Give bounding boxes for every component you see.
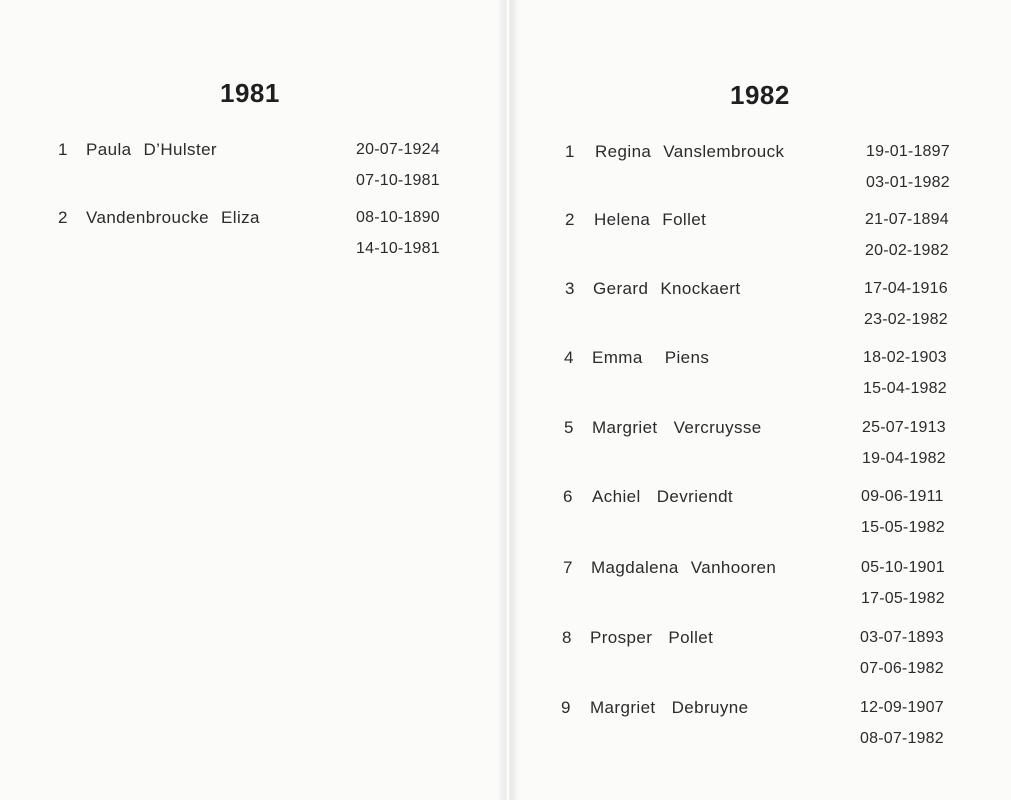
list-item (58, 134, 478, 196)
birth-date: 25-07-1913 (862, 419, 946, 436)
last-name: Eliza (221, 208, 260, 227)
first-name: Prosper (590, 628, 653, 647)
death-date: 07-06-1982 (860, 660, 944, 677)
entry-number: 2 (565, 210, 575, 229)
entry-name (595, 136, 784, 167)
death-date: 23-02-1982 (864, 311, 948, 328)
entry-dates (865, 204, 949, 266)
list-item (58, 202, 478, 264)
birth-date: 20-07-1924 (356, 141, 440, 158)
first-name: Emma (592, 348, 643, 367)
first-name: Achiel (592, 487, 641, 506)
last-name: Piens (664, 348, 710, 367)
birth-date: 12-09-1907 (860, 699, 944, 716)
last-name: Follet (662, 210, 707, 229)
first-name: Regina (595, 142, 652, 161)
entry-number: 9 (561, 698, 571, 717)
entry-number: 5 (564, 418, 574, 437)
entry-number: 2 (58, 208, 68, 227)
birth-date: 05-10-1901 (861, 559, 945, 576)
entry-dates (356, 134, 440, 196)
entry-number: 7 (563, 558, 573, 577)
first-name: Gerard (593, 279, 649, 298)
birth-date: 17-04-1916 (864, 280, 948, 297)
first-name: Helena (594, 210, 651, 229)
death-date: 15-05-1982 (861, 519, 945, 536)
entry-name (590, 692, 748, 723)
death-date: 17-05-1982 (861, 590, 945, 607)
list-item (562, 622, 982, 684)
year-heading: 1981 (220, 78, 280, 108)
right-page (507, 0, 1011, 800)
entry-name (593, 273, 740, 304)
birth-date: 21-07-1894 (865, 211, 949, 228)
entry-number: 6 (563, 487, 573, 506)
list-item (563, 481, 983, 543)
entry-number: 3 (565, 279, 575, 298)
death-date: 20-02-1982 (865, 242, 949, 259)
list-item (561, 692, 981, 754)
entry-name (590, 622, 713, 653)
entry-dates (861, 481, 945, 543)
death-date: 19-04-1982 (862, 450, 946, 467)
list-item (565, 136, 985, 198)
last-name: Vanslembrouck (663, 142, 785, 161)
last-name: Debruyne (671, 698, 749, 717)
birth-date: 19-01-1897 (866, 143, 950, 160)
entry-dates (863, 342, 947, 404)
entry-dates (864, 273, 948, 335)
first-name: Paula (86, 140, 132, 159)
death-date: 08-07-1982 (860, 730, 944, 747)
first-name: Margriet (592, 418, 658, 437)
list-item (563, 552, 983, 614)
entry-name (86, 202, 260, 233)
birth-date: 09-06-1911 (861, 488, 944, 505)
last-name: Vanhooren (690, 558, 777, 577)
entry-number: 8 (562, 628, 572, 647)
entry-name (594, 204, 706, 235)
entry-dates (866, 136, 950, 198)
list-item (564, 342, 984, 404)
birth-date: 18-02-1903 (863, 349, 947, 366)
entry-name (591, 552, 776, 583)
last-name: Vercruysse (673, 418, 762, 437)
death-date: 07-10-1981 (356, 172, 440, 189)
entry-name (86, 134, 217, 165)
birth-date: 08-10-1890 (356, 209, 440, 226)
entry-name (592, 481, 733, 512)
first-name: Vandenbroucke (86, 208, 210, 227)
birth-date: 03-07-1893 (860, 629, 944, 646)
death-date: 03-01-1982 (866, 174, 950, 191)
entry-number: 1 (58, 140, 68, 159)
entry-dates (356, 202, 440, 264)
first-name: Magdalena (591, 558, 679, 577)
entry-name (592, 412, 762, 443)
death-date: 14-10-1981 (356, 240, 440, 257)
entry-dates (860, 622, 944, 684)
entry-number: 4 (564, 348, 574, 367)
list-item (564, 412, 984, 474)
last-name: Pollet (668, 628, 714, 647)
death-date: 15-04-1982 (863, 380, 947, 397)
last-name: D’Hulster (143, 140, 217, 159)
left-page (0, 0, 505, 800)
entry-dates (861, 552, 945, 614)
entry-dates (860, 692, 944, 754)
first-name: Margriet (590, 698, 656, 717)
last-name: Devriendt (656, 487, 734, 506)
entry-number: 1 (565, 142, 575, 161)
year-heading: 1982 (730, 80, 790, 110)
entry-name (592, 342, 709, 373)
entry-dates (862, 412, 946, 474)
list-item (565, 204, 985, 266)
page-fold (497, 0, 519, 800)
last-name: Knockaert (660, 279, 741, 298)
list-item (565, 273, 985, 335)
